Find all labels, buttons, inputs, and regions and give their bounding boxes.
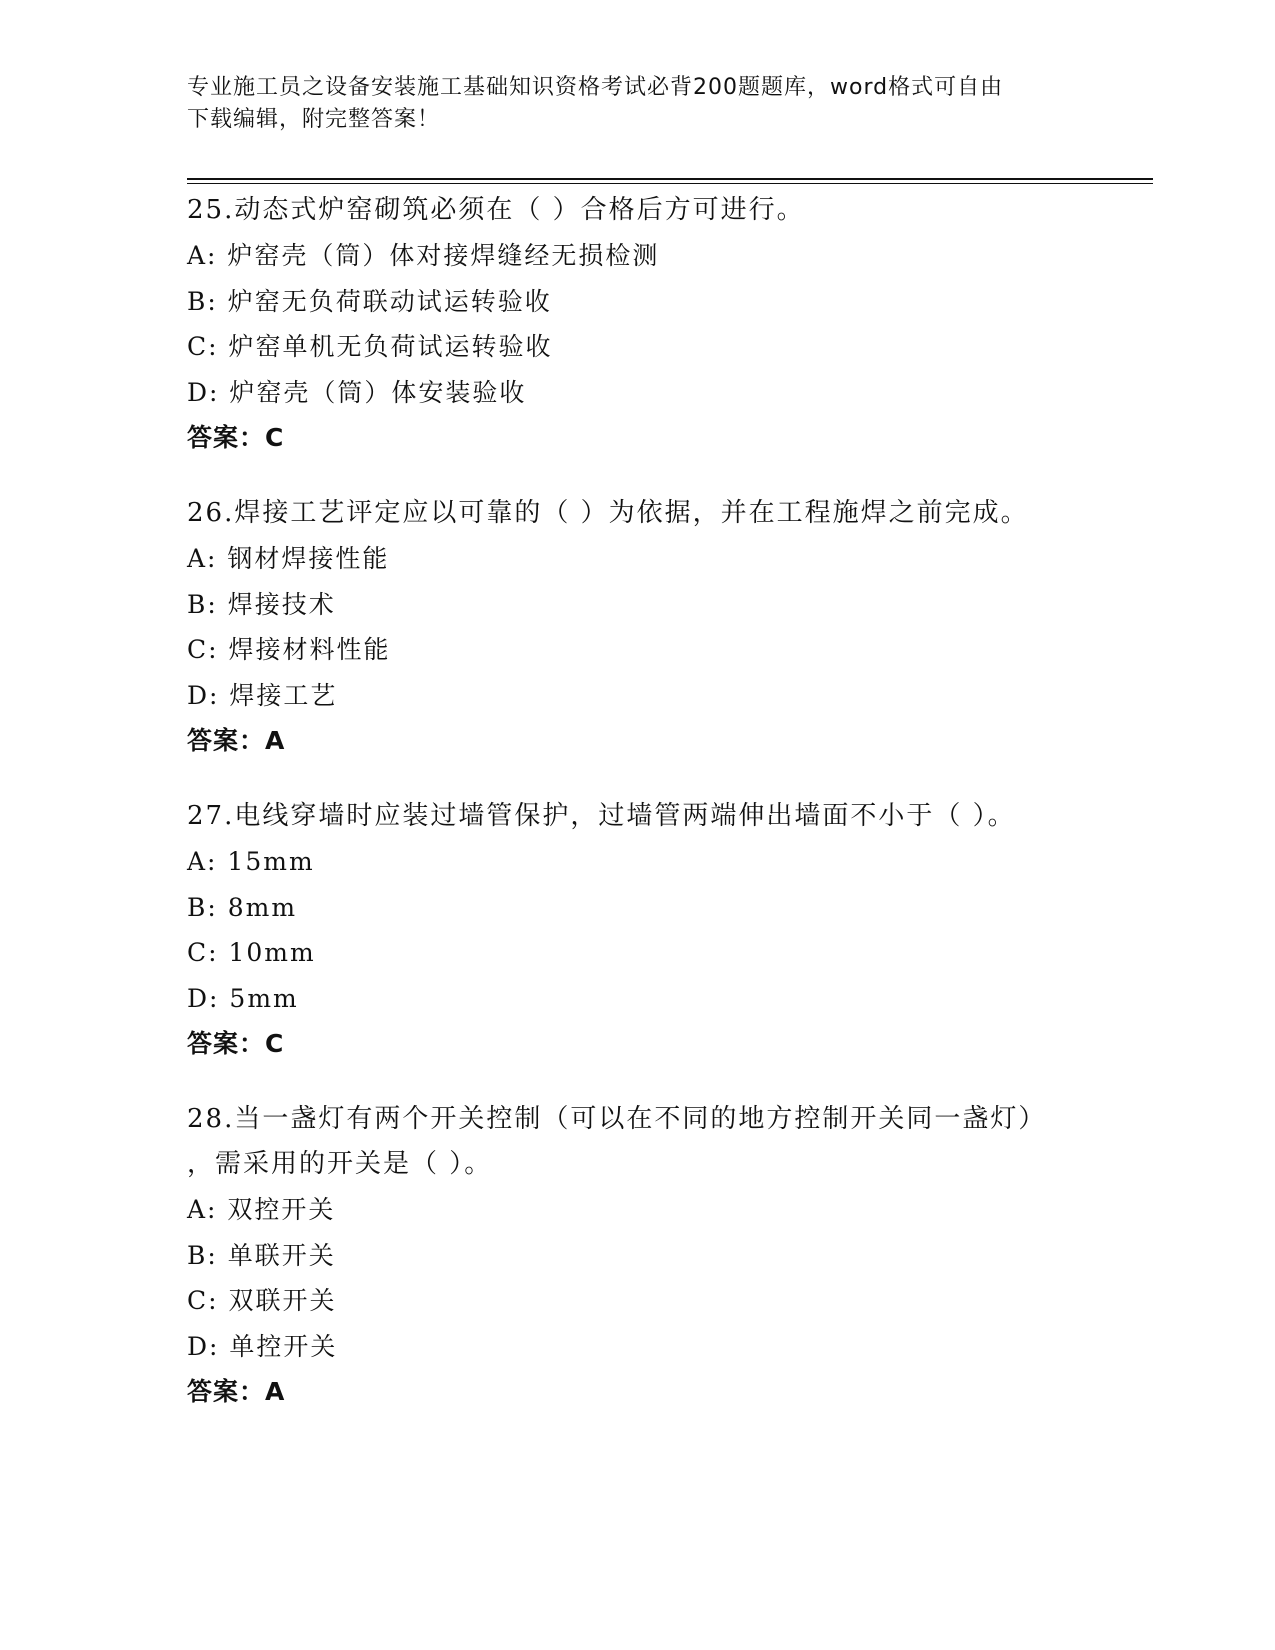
answer-text: 答案：C [187, 423, 285, 452]
option-a: A: 炉窑壳（筒）体对接焊缝经无损检测 [187, 241, 660, 270]
question-item [187, 188, 1087, 461]
option-b: B: 8mm [187, 892, 298, 922]
answer-text: 答案：A [187, 726, 286, 755]
question-item [187, 1097, 1087, 1415]
option-b: B: 单联开关 [187, 1240, 336, 1270]
option-a: A: 双控开关 [187, 1195, 336, 1224]
header-line-1: 专业施工员之设备安装施工基础知识资格考试必背200题题库，word格式可自由 [187, 75, 1004, 100]
option-c: C: 炉窑单机无负荷试运转验收 [187, 332, 553, 361]
option-a: A: 钢材焊接性能 [187, 544, 390, 573]
option-d: D: 单控开关 [187, 1331, 338, 1361]
question-item [187, 794, 1087, 1067]
question-title: 28.当一盏灯有两个开关控制（可以在不同的地方控制开关同一盏灯） ，需采用的开关是（ ）。 [187, 1104, 1047, 1179]
answer-text: 答案：C [187, 1029, 285, 1058]
option-c: C: 焊接材料性能 [187, 635, 391, 664]
option-d: D: 焊接工艺 [187, 680, 338, 710]
question-title: 27.电线穿墙时应装过墙管保护，过墙管两端伸出墙面不小于（ ）。 [187, 801, 1016, 831]
question-item [187, 491, 1087, 764]
header-line-2: 下载编辑，附完整答案！ [187, 107, 441, 132]
header-divider [187, 178, 1153, 184]
question-list [187, 188, 1087, 1445]
option-d: D: 炉窑壳（筒）体安装验收 [187, 377, 527, 407]
answer-text: 答案：A [187, 1377, 286, 1406]
option-d: D: 5mm [187, 983, 299, 1013]
option-b: B: 焊接技术 [187, 589, 336, 619]
option-c: C: 10mm [187, 938, 316, 967]
question-title: 26.焊接工艺评定应以可靠的（ ）为依据，并在工程施焊之前完成。 [187, 498, 1029, 528]
option-c: C: 双联开关 [187, 1286, 337, 1315]
document-header [187, 72, 1067, 136]
question-title: 25.动态式炉窑砌筑必须在（ ）合格后方可进行。 [187, 195, 805, 225]
option-a: A: 15mm [187, 847, 315, 876]
option-b: B: 炉窑无负荷联动试运转验收 [187, 286, 552, 316]
